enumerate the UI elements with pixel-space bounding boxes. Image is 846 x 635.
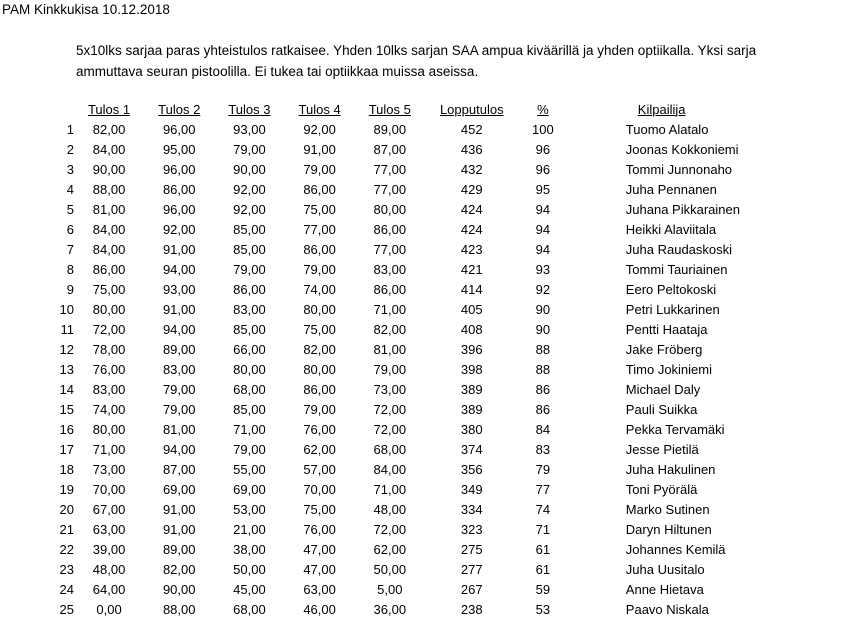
tulos-4-cell: 75,00: [303, 201, 336, 217]
tulos-3-cell: 86,00: [233, 281, 266, 297]
competitor-name: Michael Daly: [625, 381, 701, 397]
competitor-name: Juha Hakulinen: [625, 461, 716, 477]
tulos-1-cell: 39,00: [92, 541, 126, 557]
percent-cell: 83: [535, 441, 551, 457]
gap-cell: [567, 119, 622, 139]
table-row: [40, 179, 846, 199]
tulos-5-cell: 77,00: [373, 161, 407, 177]
percent-cell: 95: [535, 181, 551, 197]
tulos-4-cell: 79,00: [303, 401, 336, 417]
tulos-5-cell: 36,00: [373, 601, 407, 617]
tulos-3-cell: 83,00: [233, 301, 266, 317]
tulos-4-cell: 77,00: [303, 221, 336, 237]
tulos-1-cell: 67,00: [92, 501, 126, 517]
table-row: [40, 459, 846, 479]
tulos-3-cell: 38,00: [233, 541, 266, 557]
lopputulos-cell: 349: [460, 481, 483, 497]
tulos-3-cell: 90,00: [233, 161, 266, 177]
percent-cell: 53: [535, 601, 551, 617]
table-row: [40, 399, 846, 419]
tulos-5-cell: 86,00: [373, 221, 407, 237]
lopputulos-cell: 424: [460, 201, 483, 217]
tulos-4-cell: 86,00: [303, 241, 336, 257]
percent-cell: 84: [535, 421, 551, 437]
lopputulos-cell: 405: [460, 301, 483, 317]
tulos-5-cell: 62,00: [373, 541, 407, 557]
rank-cell: 18: [59, 461, 74, 477]
tulos-3-cell: 79,00: [233, 261, 266, 277]
tulos-5-cell: 72,00: [373, 521, 407, 537]
tulos-1-cell: 90,00: [92, 161, 126, 177]
tulos-1-cell: 71,00: [92, 441, 126, 457]
gap-cell: [567, 179, 622, 199]
header-gap: [567, 99, 622, 119]
tulos-3-cell: 21,00: [233, 521, 266, 537]
tulos-5-cell: 89,00: [373, 121, 407, 137]
competitor-name: Tommi Tauriainen: [625, 261, 728, 277]
page-title: PAM Kinkkukisa 10.12.2018: [2, 2, 170, 17]
tulos-1-cell: 72,00: [92, 321, 126, 337]
tulos-1-cell: 78,00: [92, 341, 126, 357]
percent-cell: 94: [535, 241, 551, 257]
table-row: [40, 279, 846, 299]
lopputulos-cell: 374: [460, 441, 483, 457]
competitor-name: Tuomo Alatalo: [625, 121, 709, 137]
tulos-2-cell: 82,00: [162, 561, 196, 577]
tulos-2-cell: 90,00: [162, 581, 196, 597]
tulos-5-cell: 68,00: [373, 441, 407, 457]
rank-cell: 1: [66, 121, 74, 137]
tulos-4-cell: 75,00: [303, 321, 336, 337]
lopputulos-cell: 423: [460, 241, 483, 257]
tulos-2-cell: 96,00: [162, 201, 196, 217]
rank-cell: 4: [66, 181, 74, 197]
tulos-2-cell: 86,00: [162, 181, 196, 197]
percent-cell: 71: [535, 521, 551, 537]
lopputulos-cell: 436: [460, 141, 483, 157]
lopputulos-cell: 267: [460, 581, 483, 597]
tulos-3-cell: 68,00: [233, 601, 266, 617]
rank-cell: 10: [59, 301, 74, 317]
tulos-1-cell: 80,00: [92, 301, 126, 317]
competitor-name: Pauli Suikka: [625, 401, 698, 417]
tulos-5-cell: 71,00: [373, 481, 407, 497]
percent-cell: 92: [535, 281, 551, 297]
percent-cell: 88: [535, 361, 551, 377]
competitor-name: Marko Sutinen: [625, 501, 710, 517]
gap-cell: [567, 399, 622, 419]
gap-cell: [567, 239, 622, 259]
lopputulos-cell: 389: [460, 401, 483, 417]
table-row: [40, 199, 846, 219]
percent-cell: 77: [535, 481, 551, 497]
header-tulos-5: Tulos 5: [368, 101, 411, 117]
competitor-name: Pentti Haataja: [625, 321, 708, 337]
tulos-5-cell: 5,00: [377, 581, 403, 597]
percent-cell: 93: [535, 261, 551, 277]
tulos-2-cell: 89,00: [162, 541, 196, 557]
lopputulos-cell: 334: [460, 501, 483, 517]
competitor-name: Toni Pyörälä: [625, 481, 698, 497]
tulos-2-cell: 94,00: [162, 441, 196, 457]
gap-cell: [567, 519, 622, 539]
competitor-name: Johannes Kemilä: [625, 541, 726, 557]
tulos-1-cell: 83,00: [92, 381, 126, 397]
competitor-name: Timo Jokiniemi: [625, 361, 712, 377]
gap-cell: [567, 559, 622, 579]
tulos-3-cell: 45,00: [233, 581, 266, 597]
rank-cell: 24: [59, 581, 74, 597]
tulos-3-cell: 66,00: [233, 341, 266, 357]
lopputulos-cell: 238: [460, 601, 483, 617]
header-rank: [40, 99, 74, 119]
lopputulos-cell: 275: [460, 541, 483, 557]
tulos-2-cell: 91,00: [162, 501, 196, 517]
lopputulos-cell: 380: [460, 421, 483, 437]
competitor-name: Juha Raudaskoski: [625, 241, 733, 257]
percent-cell: 88: [535, 341, 551, 357]
gap-cell: [567, 379, 622, 399]
rank-cell: 9: [66, 281, 74, 297]
tulos-1-cell: 48,00: [92, 561, 126, 577]
tulos-3-cell: 71,00: [233, 421, 266, 437]
rank-cell: 2: [66, 141, 74, 157]
lopputulos-cell: 424: [460, 221, 483, 237]
gap-cell: [567, 579, 622, 599]
lopputulos-cell: 389: [460, 381, 483, 397]
tulos-5-cell: 73,00: [373, 381, 407, 397]
table-row: [40, 519, 846, 539]
rank-cell: 15: [59, 401, 74, 417]
tulos-1-cell: 80,00: [92, 421, 126, 437]
gap-cell: [567, 319, 622, 339]
header-kilpailija: Kilpailija: [637, 101, 686, 117]
tulos-1-cell: 0,00: [96, 601, 122, 617]
tulos-4-cell: 46,00: [303, 601, 336, 617]
percent-cell: 90: [535, 301, 551, 317]
tulos-1-cell: 84,00: [92, 141, 126, 157]
tulos-1-cell: 73,00: [92, 461, 126, 477]
lopputulos-cell: 396: [460, 341, 483, 357]
tulos-2-cell: 94,00: [162, 321, 196, 337]
competitor-name: Anne Hietava: [625, 581, 704, 597]
tulos-4-cell: 47,00: [303, 541, 336, 557]
rank-cell: 6: [66, 221, 74, 237]
tulos-4-cell: 80,00: [303, 361, 336, 377]
tulos-4-cell: 76,00: [303, 421, 336, 437]
tulos-4-cell: 79,00: [303, 161, 336, 177]
tulos-1-cell: 84,00: [92, 221, 126, 237]
gap-cell: [567, 599, 622, 619]
gap-cell: [567, 259, 622, 279]
tulos-4-cell: 80,00: [303, 301, 336, 317]
table-row: [40, 539, 846, 559]
tulos-4-cell: 82,00: [303, 341, 336, 357]
competitor-name: Pekka Tervamäki: [625, 421, 725, 437]
tulos-5-cell: 77,00: [373, 181, 407, 197]
competitor-name: Juha Pennanen: [625, 181, 717, 197]
tulos-3-cell: 69,00: [233, 481, 266, 497]
tulos-4-cell: 47,00: [303, 561, 336, 577]
lopputulos-cell: 323: [460, 521, 483, 537]
tulos-2-cell: 93,00: [162, 281, 196, 297]
rank-cell: 7: [66, 241, 74, 257]
tulos-2-cell: 79,00: [162, 381, 196, 397]
percent-cell: 94: [535, 221, 551, 237]
tulos-3-cell: 92,00: [233, 181, 266, 197]
gap-cell: [567, 299, 622, 319]
table-row: [40, 439, 846, 459]
percent-cell: 74: [535, 501, 551, 517]
table-row: [40, 479, 846, 499]
tulos-3-cell: 79,00: [233, 441, 266, 457]
rank-cell: 16: [59, 421, 74, 437]
tulos-4-cell: 70,00: [303, 481, 336, 497]
tulos-2-cell: 89,00: [162, 341, 196, 357]
rank-cell: 25: [59, 601, 74, 617]
table-row: [40, 559, 846, 579]
tulos-3-cell: 85,00: [233, 241, 266, 257]
table-row: [40, 119, 846, 139]
tulos-3-cell: 80,00: [233, 361, 266, 377]
percent-cell: 94: [535, 201, 551, 217]
percent-cell: 59: [535, 581, 551, 597]
tulos-1-cell: 63,00: [92, 521, 126, 537]
tulos-2-cell: 91,00: [162, 241, 196, 257]
gap-cell: [567, 419, 622, 439]
tulos-2-cell: 92,00: [162, 221, 196, 237]
rank-cell: 5: [66, 201, 74, 217]
tulos-5-cell: 77,00: [373, 241, 407, 257]
lopputulos-cell: 408: [460, 321, 483, 337]
table-row: [40, 219, 846, 239]
gap-cell: [567, 479, 622, 499]
tulos-3-cell: 85,00: [233, 321, 266, 337]
tulos-2-cell: 91,00: [162, 301, 196, 317]
tulos-4-cell: 92,00: [303, 121, 336, 137]
tulos-2-cell: 91,00: [162, 521, 196, 537]
tulos-5-cell: 82,00: [373, 321, 407, 337]
tulos-1-cell: 75,00: [92, 281, 126, 297]
table-row: [40, 339, 846, 359]
rank-cell: 14: [59, 381, 74, 397]
tulos-1-cell: 64,00: [92, 581, 126, 597]
tulos-1-cell: 74,00: [92, 401, 126, 417]
tulos-3-cell: 53,00: [233, 501, 266, 517]
tulos-2-cell: 69,00: [162, 481, 196, 497]
tulos-1-cell: 88,00: [92, 181, 126, 197]
header-tulos-1: Tulos 1: [87, 101, 131, 117]
rules-text: 5x10lks sarjaa paras yhteistulos ratkaisee. Yhden 10lks sarjan SAA ampua kiväärillä ja yhden optiikalla. Yksi sarja ammuttava seuran pistoolilla. Ei tukea tai optiikkaa muissa aseissa.: [76, 43, 757, 79]
competitor-name: Jake Fröberg: [625, 341, 703, 357]
header-lopputulos: Lopputulos: [439, 101, 504, 117]
tulos-5-cell: 50,00: [373, 561, 407, 577]
table-row: [40, 599, 846, 619]
percent-cell: 96: [535, 161, 551, 177]
gap-cell: [567, 499, 622, 519]
percent-cell: 86: [535, 401, 551, 417]
rank-cell: 13: [59, 361, 74, 377]
tulos-5-cell: 79,00: [373, 361, 407, 377]
tulos-5-cell: 71,00: [373, 301, 407, 317]
tulos-2-cell: 96,00: [162, 161, 196, 177]
tulos-2-cell: 81,00: [162, 421, 196, 437]
tulos-4-cell: 62,00: [303, 441, 336, 457]
tulos-4-cell: 76,00: [303, 521, 336, 537]
tulos-5-cell: 83,00: [373, 261, 407, 277]
gap-cell: [567, 139, 622, 159]
tulos-5-cell: 72,00: [373, 401, 407, 417]
competitor-name: Joonas Kokkoniemi: [625, 141, 739, 157]
tulos-3-cell: 85,00: [233, 221, 266, 237]
percent-cell: 90: [535, 321, 551, 337]
gap-cell: [567, 219, 622, 239]
tulos-5-cell: 81,00: [373, 341, 407, 357]
table-row: [40, 379, 846, 399]
table-row: [40, 319, 846, 339]
tulos-1-cell: 76,00: [92, 361, 126, 377]
tulos-3-cell: 93,00: [233, 121, 266, 137]
percent-cell: 61: [535, 541, 551, 557]
rank-cell: 22: [59, 541, 74, 557]
table-row: [40, 419, 846, 439]
percent-cell: 86: [535, 381, 551, 397]
tulos-4-cell: 63,00: [303, 581, 336, 597]
rank-cell: 17: [59, 441, 74, 457]
tulos-4-cell: 57,00: [303, 461, 336, 477]
tulos-2-cell: 94,00: [162, 261, 196, 277]
table-row: [40, 359, 846, 379]
tulos-4-cell: 91,00: [303, 141, 336, 157]
rank-cell: 21: [59, 521, 74, 537]
gap-cell: [567, 459, 622, 479]
header-tulos-4: Tulos 4: [298, 101, 341, 117]
gap-cell: [567, 159, 622, 179]
tulos-1-cell: 82,00: [92, 121, 126, 137]
tulos-4-cell: 86,00: [303, 181, 336, 197]
tulos-1-cell: 81,00: [92, 201, 126, 217]
results-table: [40, 99, 846, 619]
tulos-2-cell: 88,00: [162, 601, 196, 617]
table-row: [40, 239, 846, 259]
rank-cell: 19: [59, 481, 74, 497]
table-row: [40, 139, 846, 159]
header-percent: %: [537, 101, 549, 117]
tulos-2-cell: 87,00: [162, 461, 196, 477]
tulos-4-cell: 74,00: [303, 281, 336, 297]
tulos-2-cell: 96,00: [162, 121, 196, 137]
tulos-5-cell: 48,00: [373, 501, 407, 517]
rank-cell: 20: [59, 501, 74, 517]
tulos-3-cell: 85,00: [233, 401, 266, 417]
competitor-name: Eero Peltokoski: [625, 281, 717, 297]
table-row: [40, 259, 846, 279]
tulos-5-cell: 87,00: [373, 141, 407, 157]
percent-cell: 79: [535, 461, 551, 477]
lopputulos-cell: 421: [460, 261, 483, 277]
lopputulos-cell: 356: [460, 461, 483, 477]
competitor-name: Daryn Hiltunen: [625, 521, 712, 537]
tulos-4-cell: 75,00: [303, 501, 336, 517]
header-tulos-2: Tulos 2: [158, 101, 201, 117]
tulos-4-cell: 86,00: [303, 381, 336, 397]
tulos-5-cell: 86,00: [373, 281, 407, 297]
lopputulos-cell: 429: [460, 181, 483, 197]
table-row: [40, 579, 846, 599]
header-row: [40, 99, 846, 119]
table-row: [40, 499, 846, 519]
lopputulos-cell: 414: [460, 281, 483, 297]
percent-cell: 100: [532, 121, 554, 137]
rank-cell: 11: [60, 321, 74, 337]
tulos-1-cell: 86,00: [92, 261, 126, 277]
competitor-name: Juhana Pikkarainen: [625, 201, 740, 217]
tulos-5-cell: 84,00: [373, 461, 407, 477]
lopputulos-cell: 452: [460, 121, 483, 137]
competitor-name: Tommi Junnonaho: [625, 161, 733, 177]
rank-cell: 8: [66, 261, 74, 277]
rank-cell: 3: [66, 161, 74, 177]
gap-cell: [567, 279, 622, 299]
lopputulos-cell: 432: [460, 161, 483, 177]
competitor-name: Heikki Alaviitala: [625, 221, 717, 237]
competitor-name: Petri Lukkarinen: [625, 301, 720, 317]
table-row: [40, 159, 846, 179]
tulos-1-cell: 70,00: [92, 481, 126, 497]
percent-cell: 61: [535, 561, 551, 577]
tulos-1-cell: 84,00: [92, 241, 126, 257]
gap-cell: [567, 359, 622, 379]
competitor-name: Paavo Niskala: [625, 601, 709, 617]
gap-cell: [567, 199, 622, 219]
lopputulos-cell: 398: [460, 361, 483, 377]
rank-cell: 23: [59, 561, 74, 577]
tulos-4-cell: 79,00: [303, 261, 336, 277]
competitor-name: Juha Uusitalo: [625, 561, 705, 577]
gap-cell: [567, 439, 622, 459]
tulos-3-cell: 50,00: [233, 561, 266, 577]
tulos-2-cell: 83,00: [162, 361, 196, 377]
competitor-name: Jesse Pietilä: [625, 441, 699, 457]
lopputulos-cell: 277: [460, 561, 483, 577]
tulos-3-cell: 68,00: [233, 381, 266, 397]
gap-cell: [567, 539, 622, 559]
gap-cell: [567, 339, 622, 359]
header-tulos-3: Tulos 3: [228, 101, 271, 117]
tulos-5-cell: 72,00: [373, 421, 407, 437]
results-body: [40, 119, 846, 619]
tulos-5-cell: 80,00: [373, 201, 407, 217]
percent-cell: 96: [535, 141, 551, 157]
tulos-2-cell: 79,00: [162, 401, 196, 417]
tulos-3-cell: 92,00: [233, 201, 266, 217]
tulos-2-cell: 95,00: [162, 141, 196, 157]
tulos-3-cell: 55,00: [233, 461, 266, 477]
tulos-3-cell: 79,00: [233, 141, 266, 157]
rank-cell: 12: [59, 341, 74, 357]
table-row: [40, 299, 846, 319]
